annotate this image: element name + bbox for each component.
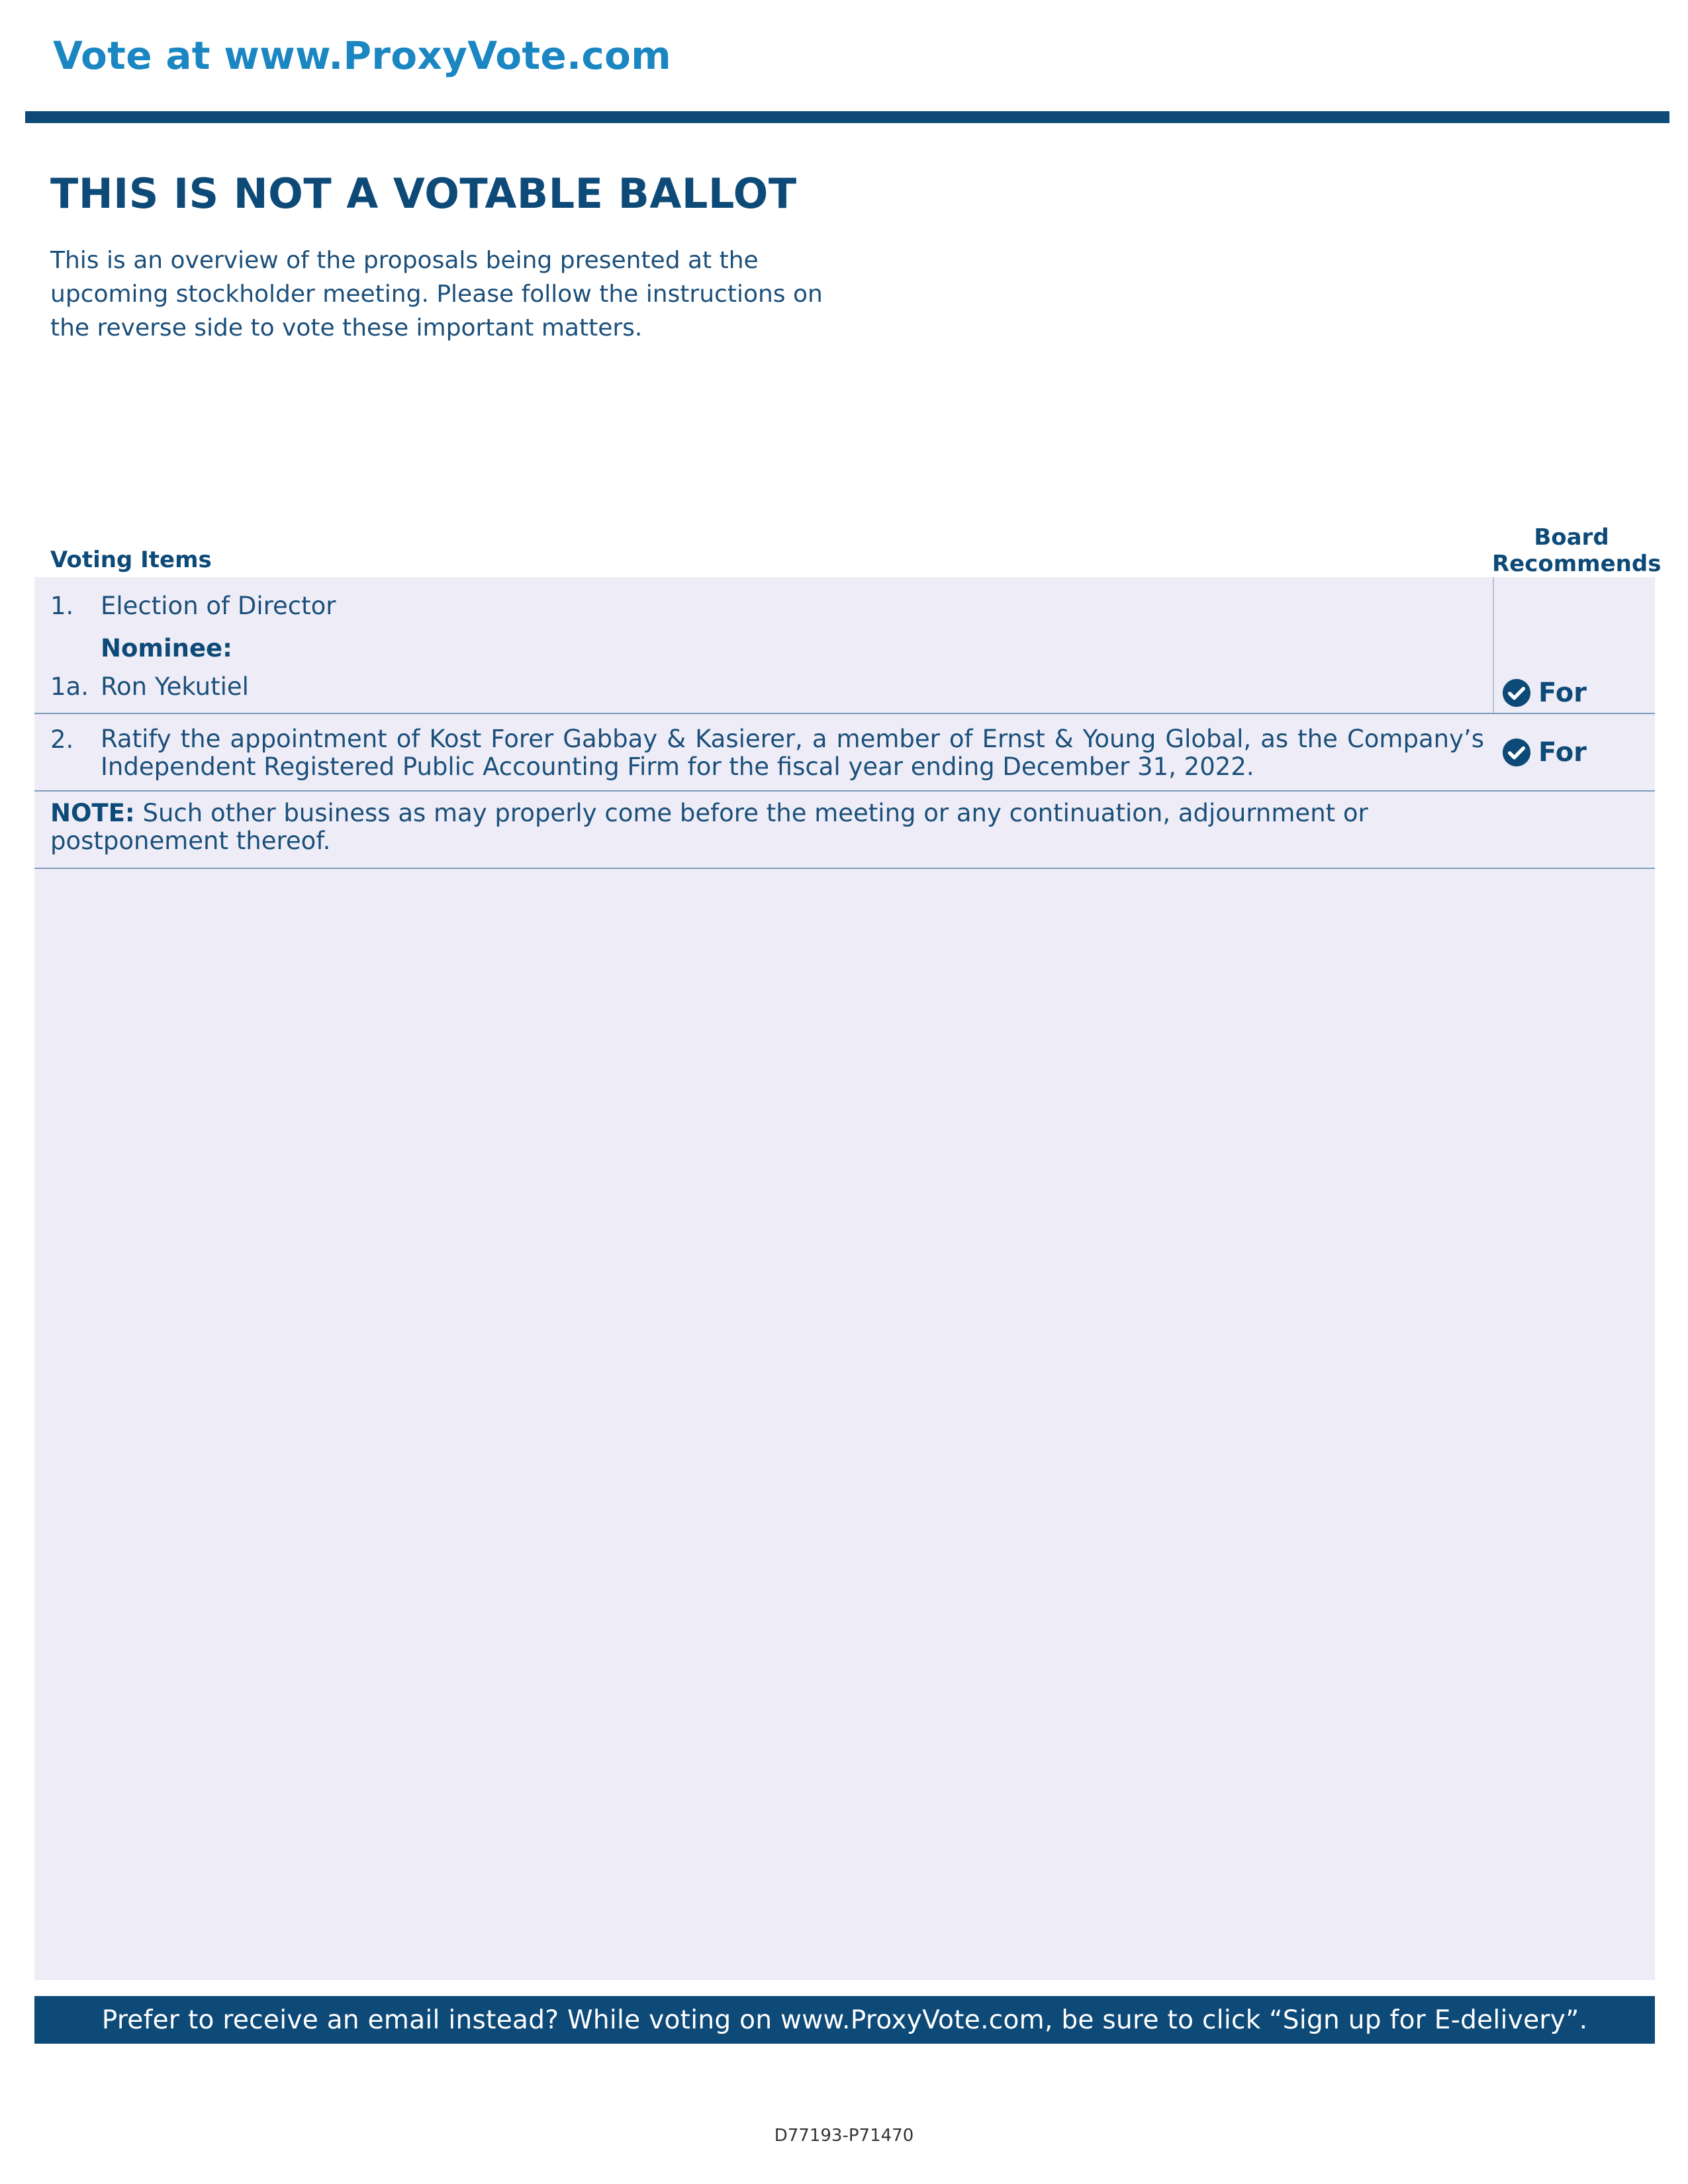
recommendation-label: For xyxy=(1538,737,1587,768)
item-2-number: 2. xyxy=(50,725,74,754)
item-2-text: Ratify the appointment of Kost Forer Gabbay & Kasierer, a member of Ernst & Young Global, as the Company’s Independent Registered Public Accounting Firm for the fiscal year ending December 31, 2022. xyxy=(101,725,1484,781)
item-1a-recommendation xyxy=(1501,676,1587,709)
note-body: Such other business as may properly come before the meeting or any continuation, adjournment or postponement thereof. xyxy=(50,799,1368,855)
row-divider xyxy=(34,790,1655,792)
proxyvote-link[interactable]: Vote at www.ProxyVote.com xyxy=(53,33,671,78)
note-text xyxy=(50,799,1484,855)
intro-line: upcoming stockholder meeting. Please follow the instructions on xyxy=(50,281,823,308)
page-title: THIS IS NOT A VOTABLE BALLOT xyxy=(50,169,797,218)
item-1a-number: 1a. xyxy=(50,672,89,701)
board-recommends-line: Board xyxy=(1534,524,1609,551)
intro-line: the reverse side to vote these important matters. xyxy=(50,314,643,341)
board-recommends-header xyxy=(1492,524,1662,577)
top-rule xyxy=(25,111,1669,123)
note-label: NOTE: xyxy=(50,799,135,827)
check-circle-icon xyxy=(1501,737,1532,768)
row-divider xyxy=(34,868,1655,869)
row-divider xyxy=(34,713,1655,714)
intro-line: This is an overview of the proposals being presented at the xyxy=(50,247,759,274)
check-circle-icon xyxy=(1501,678,1532,708)
e-delivery-text: Prefer to receive an email instead? While voting on www.ProxyVote.com, be sure to click “Sign up for E-delivery”. xyxy=(101,2005,1588,2035)
item-2-recommendation xyxy=(1501,736,1587,769)
intro-text xyxy=(50,244,884,345)
voting-items-header: Voting Items xyxy=(50,547,212,573)
item-1-text: Election of Director xyxy=(101,592,336,620)
column-divider xyxy=(1493,577,1494,713)
board-recommends-line: Recommends xyxy=(1492,551,1662,577)
item-1-number: 1. xyxy=(50,592,74,620)
e-delivery-banner xyxy=(34,1996,1655,2044)
document-code: D77193-P71470 xyxy=(774,2126,914,2146)
item-1a-text: Ron Yekutiel xyxy=(101,672,249,701)
nominee-label: Nominee: xyxy=(101,634,232,662)
voting-panel xyxy=(34,577,1655,1980)
recommendation-label: For xyxy=(1538,678,1587,708)
